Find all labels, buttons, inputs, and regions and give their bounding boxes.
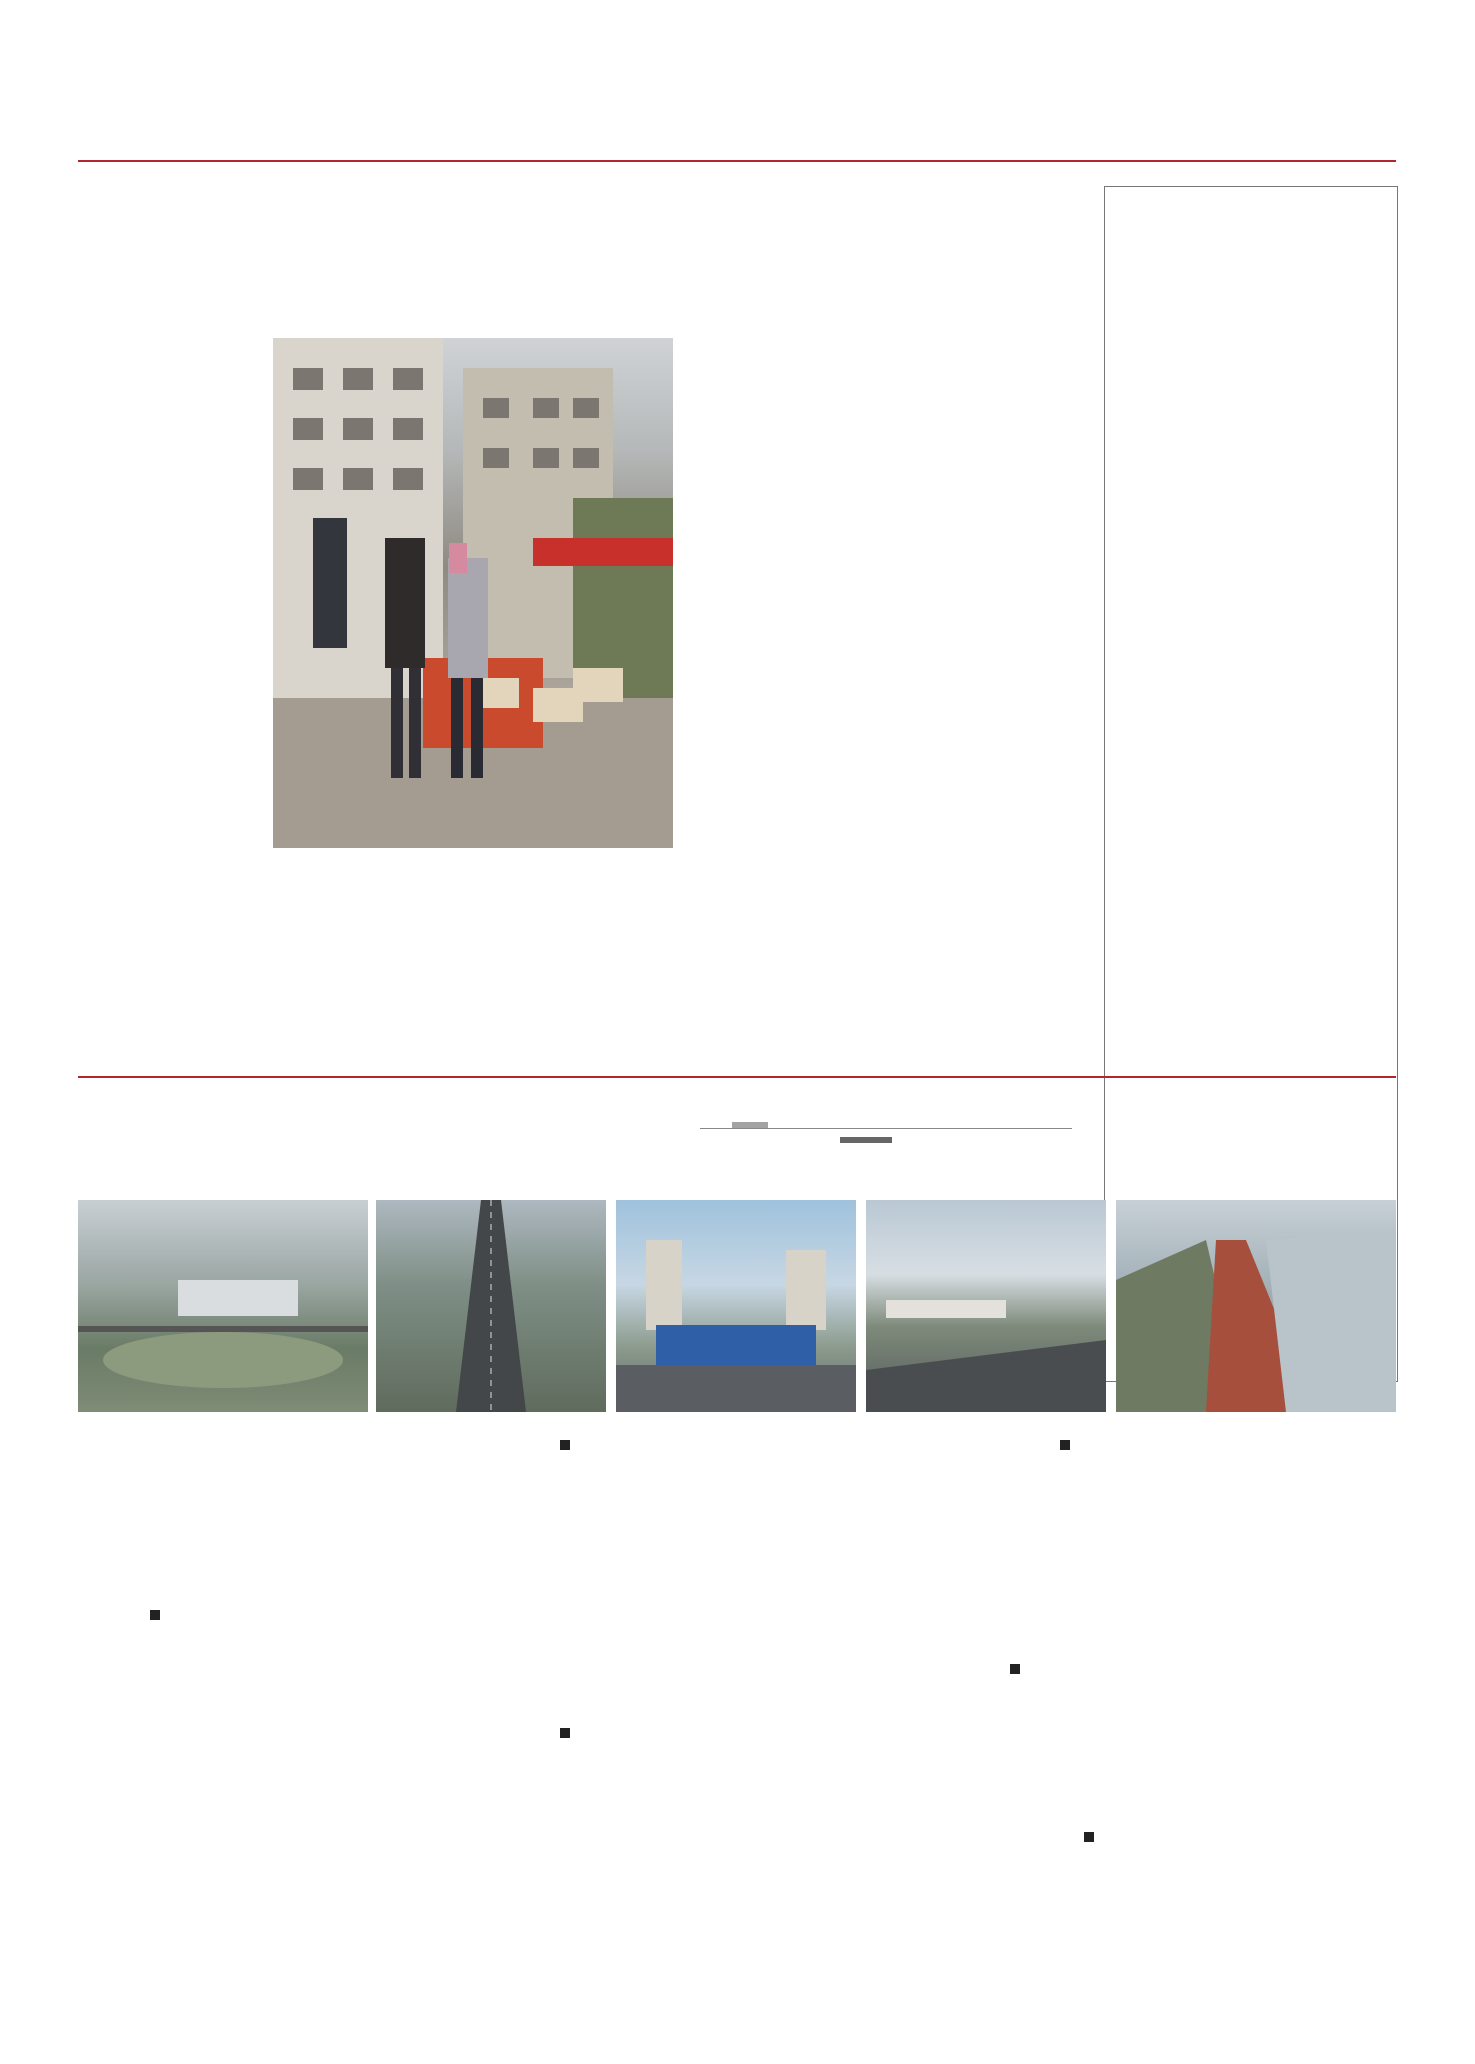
s1-heading [150, 1610, 166, 1620]
s3-text [456, 1754, 646, 2064]
section-underline [78, 160, 1396, 162]
s1-marker [150, 1610, 160, 1620]
s3-text-b [654, 1754, 844, 2064]
s4-heading [1060, 1440, 1076, 1450]
s6-heading [1084, 1832, 1100, 1842]
city-subtitle [732, 1122, 768, 1128]
right-body-col1 [700, 382, 878, 1122]
ceremony-scene [616, 1200, 856, 1412]
s1-text-b [268, 1636, 444, 2064]
s6-marker [1084, 1832, 1094, 1842]
city-photo-1 [78, 1200, 368, 1412]
s6-text-b [1180, 1858, 1394, 2058]
station-scene [78, 1200, 368, 1412]
photo-scene [273, 338, 673, 848]
s5-text [958, 1690, 1172, 1820]
photo-strip [78, 1200, 1396, 1436]
s5-heading [1010, 1664, 1026, 1674]
city-photo-2 [376, 1200, 606, 1412]
left-headline [118, 290, 132, 324]
s6-text [958, 1858, 1172, 2058]
s2-marker [560, 1440, 570, 1450]
riverside-scene [1116, 1200, 1396, 1412]
road-scene [376, 1200, 606, 1412]
s4-text [958, 1466, 1172, 1646]
highway-scene [866, 1200, 1106, 1412]
s1-text [84, 1636, 260, 2064]
city-photo-4 [866, 1200, 1106, 1412]
s3-heading [560, 1728, 576, 1738]
news-link-tag [840, 1137, 892, 1143]
s4-text-b [1180, 1466, 1394, 1646]
s4-marker [1060, 1440, 1070, 1450]
section-header [78, 118, 1396, 173]
s2-heading [560, 1440, 576, 1450]
left-story-photo [273, 338, 673, 848]
s5-text-b [1180, 1690, 1394, 1820]
right-body-col2 [886, 382, 1072, 1122]
city-photo-3 [616, 1200, 856, 1412]
s5-marker [1010, 1664, 1020, 1674]
s2-text [456, 1466, 646, 1716]
s3-marker [560, 1728, 570, 1738]
city-intro [84, 1448, 444, 1598]
city-section-header [78, 1030, 1396, 1080]
city-photo-5 [1116, 1200, 1396, 1412]
city-section-underline [78, 1076, 1396, 1078]
s2-text-b [654, 1466, 844, 1716]
